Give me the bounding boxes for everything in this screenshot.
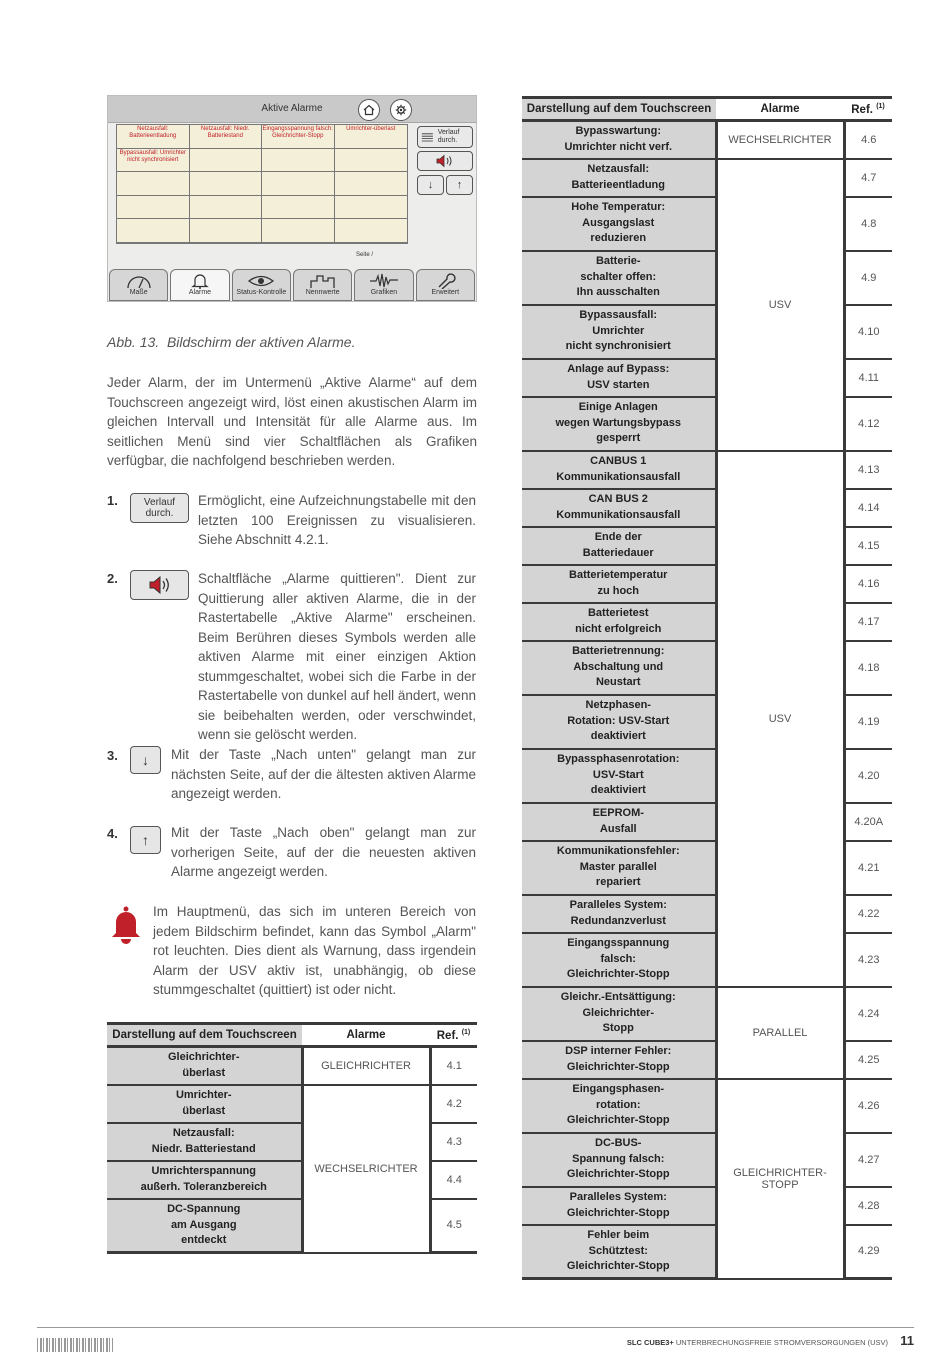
item-1-text: Ermöglicht, eine Aufzeichnungstabelle mit den letzten 100 Ereignissen zu visualisieren. Siehe Abschnitt 4.2.1. <box>198 493 476 547</box>
alarm-description: Paralleles System: Gleichrichter-Stopp <box>522 1187 716 1225</box>
touchscreen-mockup <box>107 95 477 302</box>
alarm-grid-cell <box>335 196 408 220</box>
bar-steps-icon <box>309 272 337 289</box>
alarm-description: Batterietest nicht erfolgreich <box>522 603 716 641</box>
figure-title: Bildschirm der aktiven Alarme. <box>166 334 356 350</box>
alarm-grid-cell <box>335 172 408 196</box>
alarm-ref: 4.6 <box>844 121 892 159</box>
col-header-ref: Ref. $^{(1)}$ <box>430 1024 477 1047</box>
alarm-group: WECHSELRICHTER <box>302 1085 430 1253</box>
col-header-desc: Darstellung auf dem Touchscreen <box>522 98 716 121</box>
menu-label: Alarme <box>188 289 212 296</box>
item-4-text: Mit der Taste „Nach oben" gelangt man zur vorherigen Seite, auf der die neuesten aktiven Alarme angezeigt werden. <box>171 825 476 879</box>
note-text: Im Hauptmenü, das sich im unteren Bereich von jedem Bildschirm befindet, kann das Symbol „Alarm" rot leuchten. Dies dient als Warnung, dass irgendein Alarm der USV aktiv ist, unabhängig, ob diese stummgeschaltet (quittiert) ist oder nicht. <box>153 904 476 997</box>
alarm-description: EEPROM- Ausfall <box>522 803 716 841</box>
alarm-grid-cell: Netzausfall: Batterieentladung <box>117 125 190 149</box>
table-row <box>522 159 892 197</box>
alarm-grid-cell: Bypassausfall: Umrichter nicht synchronisiert <box>117 149 190 173</box>
alarm-grid-cell <box>117 196 190 220</box>
item-3-text: Mit der Taste „Nach unten" gelangt man zur nächsten Seite, auf der die ältesten aktiven Alarme angezeigt werden. <box>171 747 476 801</box>
alarm-ref: 4.23 <box>844 933 892 987</box>
down-button-illustration <box>130 746 161 774</box>
alarm-group: USV <box>716 159 844 451</box>
speaker-mute-icon <box>146 575 174 595</box>
alarm-ref: 4.9 <box>844 251 892 305</box>
alarm-description: Umrichterspannung außerh. Toleranzbereich <box>107 1161 302 1199</box>
up-button-illustration <box>130 826 161 854</box>
alarm-description: DSP interner Fehler: Gleichrichter-Stopp <box>522 1041 716 1079</box>
alarm-ref: 4.7 <box>844 159 892 197</box>
item-number: 4. <box>107 826 118 841</box>
alarm-description: Eingangsspannung falsch: Gleichrichter-Stopp <box>522 933 716 987</box>
menu-item-erweitert[interactable] <box>416 269 475 301</box>
table-row <box>522 451 892 489</box>
alarm-group: GLEICHRICHTER-STOPP <box>716 1079 844 1279</box>
page-up-button[interactable] <box>446 175 473 195</box>
history-button-illustration <box>130 493 189 523</box>
alarm-grid-cell <box>117 172 190 196</box>
alarm-group: GLEICHRICHTER <box>302 1047 430 1085</box>
alarm-description: Paralleles System: Redundanzverlust <box>522 895 716 933</box>
alarm-ref: 4.13 <box>844 451 892 489</box>
menu-item-masse[interactable] <box>109 269 168 301</box>
alarm-ref: 4.5 <box>430 1199 477 1253</box>
alarm-description: DC-BUS- Spannung falsch: Gleichrichter-Stopp <box>522 1133 716 1187</box>
alarm-description: Bypassphasenrotation: USV-Start deaktiviert <box>522 749 716 803</box>
mute-alarms-button[interactable] <box>417 151 473 171</box>
col-header-alarm: Alarme <box>716 98 844 121</box>
alarm-description: CANBUS 1 Kommunikationsausfall <box>522 451 716 489</box>
menu-label: Nennwerte <box>305 289 340 296</box>
alarm-table-right <box>522 96 892 1280</box>
alarm-ref: 4.20A <box>844 803 892 841</box>
alarm-bell-icon <box>108 905 144 950</box>
history-button[interactable] <box>417 126 473 148</box>
alarm-grid-cell <box>262 149 335 173</box>
gauge-icon <box>125 272 153 289</box>
barcode-graphic <box>37 1338 113 1352</box>
alarm-description: Bypassausfall: Umrichter nicht synchronisiert <box>522 305 716 359</box>
alarm-ref: 4.28 <box>844 1187 892 1225</box>
alarm-group: PARALLEL <box>716 987 844 1079</box>
alarm-description: Einige Anlagen wegen Wartungsbypass gesperrt <box>522 397 716 451</box>
table-row <box>522 121 892 159</box>
waveform-icon <box>369 272 399 289</box>
alarm-description: Anlage auf Bypass: USV starten <box>522 359 716 397</box>
alarm-grid-cell <box>335 149 408 173</box>
menu-item-grafiken[interactable] <box>354 269 413 301</box>
alarm-description: Gleichrichter- überlast <box>107 1047 302 1085</box>
history-button-label: Verlauf durch. <box>437 129 460 144</box>
mute-button-illustration <box>130 570 189 600</box>
alarm-ref: 4.29 <box>844 1225 892 1279</box>
alarm-ref: 4.17 <box>844 603 892 641</box>
arrow-down-icon: ↓ <box>427 179 434 191</box>
alarm-ref: 4.10 <box>844 305 892 359</box>
alarm-grid <box>116 124 408 244</box>
menu-label: Maße <box>129 289 148 296</box>
alarm-grid-cell <box>190 219 263 243</box>
alarm-description: Fehler beim Schütztest: Gleichrichter-Stopp <box>522 1225 716 1279</box>
alarm-grid-cell <box>262 196 335 220</box>
menu-label: Erweitert <box>431 289 460 296</box>
menu-item-alarme[interactable] <box>170 269 229 301</box>
alarm-description: Ende der Batteriedauer <box>522 527 716 565</box>
alarm-ref: 4.12 <box>844 397 892 451</box>
table-row <box>522 987 892 1041</box>
alarm-ref: 4.4 <box>430 1161 477 1199</box>
col-header-ref: Ref. $^{(1)}$ <box>844 98 892 121</box>
item-number: 2. <box>107 571 118 586</box>
alarm-description: Netzausfall: Batterieentladung <box>522 159 716 197</box>
alarm-ref: 4.19 <box>844 695 892 749</box>
alarm-ref: 4.26 <box>844 1079 892 1133</box>
alarm-ref: 4.18 <box>844 641 892 695</box>
speaker-mute-icon <box>435 154 455 168</box>
col-header-alarm: Alarme <box>302 1024 430 1047</box>
alarm-description: CAN BUS 2 Kommunikationsausfall <box>522 489 716 527</box>
alarm-grid-cell <box>190 149 263 173</box>
alarm-description: Hohe Temperatur: Ausgangslast reduzieren <box>522 197 716 251</box>
alarm-description: Umrichter- überlast <box>107 1085 302 1123</box>
item-number: 1. <box>107 493 118 508</box>
intro-paragraph: Jeder Alarm, der im Untermenü „Aktive Alarme“ auf dem Touchscreen angezeigt wird, löst einen akustischen Alarm im gleichen Intervall und Intensität für alle Alarme aus. Im seitlichen Menü sind vier Schaltflächen als Grafiken verfügbar, die nachfolgend beschrieben werden. <box>107 375 477 468</box>
settings-icon[interactable] <box>390 99 412 121</box>
bell-icon <box>186 272 214 289</box>
alarm-description: DC-Spannung am Ausgang entdeckt <box>107 1199 302 1253</box>
menu-label: Status-Kontrolle <box>236 289 287 296</box>
menu-item-nennwerte[interactable] <box>293 269 352 301</box>
screen-title: Aktive Alarme <box>261 103 323 114</box>
arrow-up-icon: ↑ <box>142 831 149 848</box>
alarm-grid-cell <box>262 172 335 196</box>
alarm-ref: 4.22 <box>844 895 892 933</box>
alarm-description: Gleichr.-Entsättigung: Gleichrichter- Stopp <box>522 987 716 1041</box>
alarm-ref: 4.15 <box>844 527 892 565</box>
home-icon[interactable] <box>358 99 380 121</box>
alarm-ref: 4.2 <box>430 1085 477 1123</box>
item-number: 3. <box>107 748 118 763</box>
alarm-grid-cell <box>335 219 408 243</box>
list-icon <box>421 131 434 143</box>
arrow-down-icon: ↓ <box>142 751 149 768</box>
bottom-menu <box>108 269 476 301</box>
alarm-ref: 4.24 <box>844 987 892 1041</box>
table-row <box>522 1079 892 1133</box>
arrow-up-icon: ↑ <box>456 179 463 191</box>
alarm-description: Eingangsphasen- rotation: Gleichrichter-Stopp <box>522 1079 716 1133</box>
screen-title-bar <box>108 96 476 123</box>
alarm-description: Bypasswartung: Umrichter nicht verf. <box>522 121 716 159</box>
alarm-ref: 4.8 <box>844 197 892 251</box>
alarm-description: Batterie- schalter offen: Ihn ausschalten <box>522 251 716 305</box>
alarm-description: Batterietemperatur zu hoch <box>522 565 716 603</box>
eye-icon <box>247 272 275 289</box>
alarm-description: Batterietrennung: Abschaltung und Neustart <box>522 641 716 695</box>
col-header-desc: Darstellung auf dem Touchscreen <box>107 1024 302 1047</box>
alarm-grid-cell: Umrichter-überlast <box>335 125 408 149</box>
page-indicator: Seite / <box>356 252 374 258</box>
alarm-description: Netzphasen- Rotation: USV-Start deaktiviert <box>522 695 716 749</box>
page-number: 11 <box>900 1333 914 1348</box>
alarm-description: Netzausfall: Niedr. Batteriestand <box>107 1123 302 1161</box>
alarm-grid-cell: Eingangsspannung falsch: Gleichrichter-Stopp <box>262 125 335 149</box>
alarm-ref: 4.25 <box>844 1041 892 1079</box>
alarm-grid-cell: Netzausfall: Niedr. Batteriestand <box>190 125 263 149</box>
alarm-grid-cell <box>262 219 335 243</box>
footer-divider <box>37 1327 914 1328</box>
alarm-ref: 4.14 <box>844 489 892 527</box>
alarm-grid-cell <box>190 196 263 220</box>
alarm-grid-cell <box>117 219 190 243</box>
page-down-button[interactable] <box>417 175 444 195</box>
alarm-ref: 4.21 <box>844 841 892 895</box>
alarm-table-left <box>107 1022 477 1254</box>
alarm-grid-cell <box>190 172 263 196</box>
alarm-ref: 4.1 <box>430 1047 477 1085</box>
alarm-group: USV <box>716 451 844 987</box>
figure-caption <box>107 334 355 350</box>
wrench-icon <box>431 272 459 289</box>
table-row <box>107 1085 477 1123</box>
item-2-text: Schaltfläche „Alarme quittieren". Dient zur Quittierung aller aktiven Alarme, die in der Rastertabelle „Aktive Alarme" erscheinen. Beim Berühren dieses Symbols werden alle aktiven Alarme mit einer einzigen Aktion stummgeschaltet, wobei sich die Farbe in der Rastertabelle von dunkel auf hell ändert, wenn sie beibehalten werden, oder verschwindet, wenn sie gelöscht werden. <box>198 571 476 742</box>
alarm-ref: 4.3 <box>430 1123 477 1161</box>
menu-label: Grafiken <box>370 289 398 296</box>
alarm-ref: 4.11 <box>844 359 892 397</box>
alarm-ref: 4.27 <box>844 1133 892 1187</box>
figure-number: Abb. 13. <box>107 334 160 350</box>
footer-product: SLC CUBE3+ UNTERBRECHUNGSFREIE STROMVERSORGUNGEN (USV) <box>626 1338 888 1347</box>
table-row <box>107 1047 477 1085</box>
menu-item-status[interactable] <box>232 269 291 301</box>
alarm-ref: 4.20 <box>844 749 892 803</box>
history-button-illustration-label: Verlauf durch. <box>143 497 176 519</box>
alarm-description: Kommunikationsfehler: Master parallel repariert <box>522 841 716 895</box>
alarm-group: WECHSELRICHTER <box>716 121 844 159</box>
alarm-ref: 4.16 <box>844 565 892 603</box>
